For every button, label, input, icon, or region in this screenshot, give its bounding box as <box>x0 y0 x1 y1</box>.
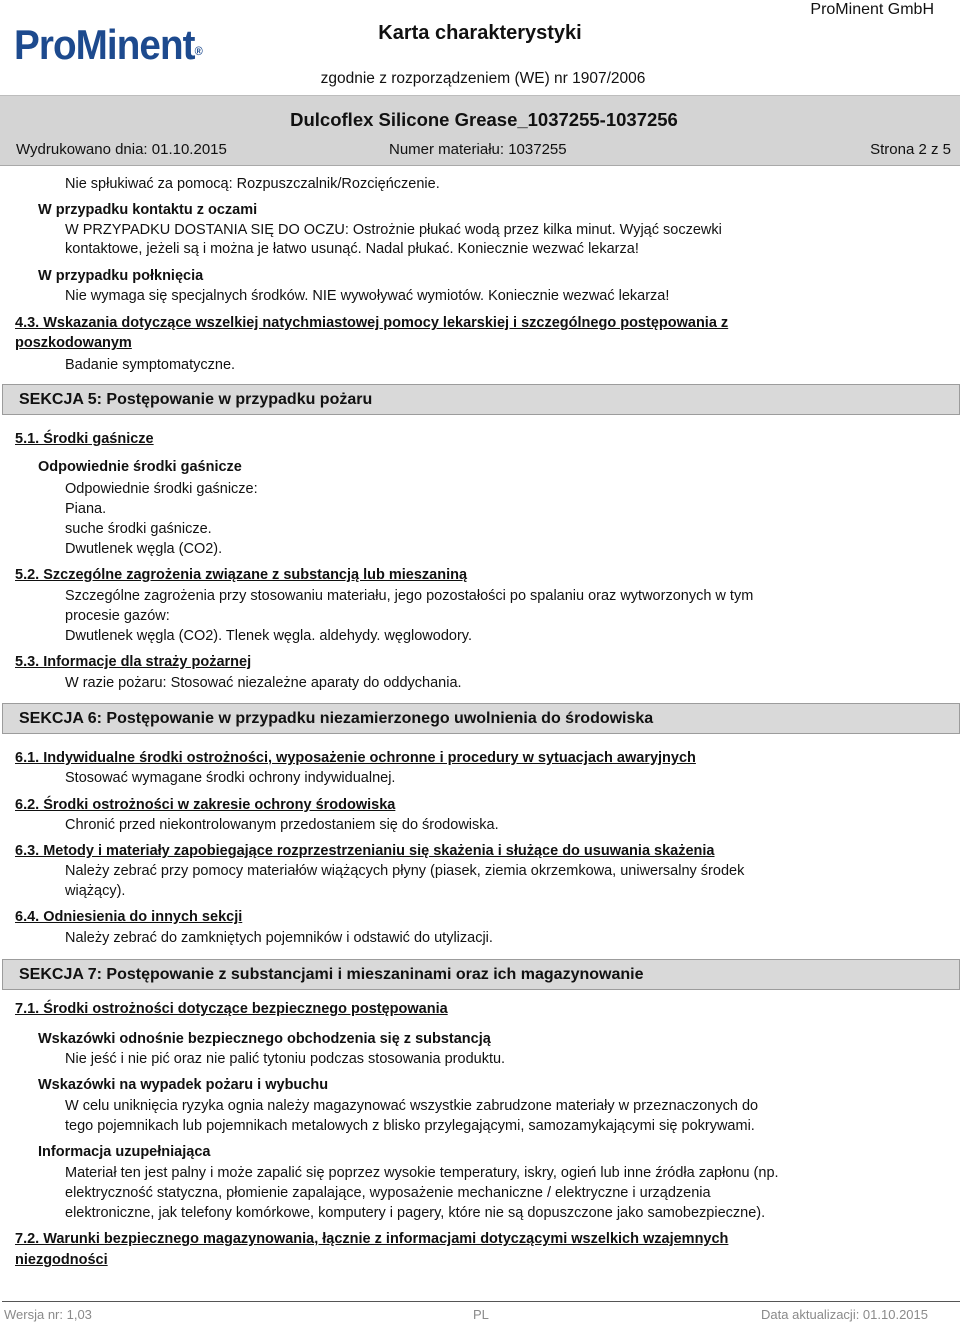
body-text: Nie spłukiwać za pomocą: Rozpuszczalnik/Rozcięńczenie. <box>65 176 440 192</box>
subsection-heading: 6.4. Odniesienia do innych sekcji <box>15 909 243 925</box>
body-text: kontaktowe, jeżeli są i można je łatwo usunąć. Nadal płukać. Koniecznie wezwać lekarza! <box>65 241 639 257</box>
subheading: Odpowiednie środki gaśnicze <box>38 459 242 475</box>
body-text: Dwutlenek węgla (CO2). Tlenek węgla. aldehydy. węglowodory. <box>65 628 473 644</box>
subheading: W przypadku połknięcia <box>38 268 204 284</box>
body-text: Nie wymaga się specjalnych środków. NIE wywoływać wymiotów. Koniecznie wezwać lekarza! <box>65 288 670 304</box>
body-text: elektryczność statyczna, płomienie zapalające, wyposażenie mechaniczne / elektryczne i urządzenia <box>65 1185 711 1201</box>
subsection-heading: 6.1. Indywidualne środki ostrożności, wyposażenie ochronne i procedury w sytuacjach awaryjnych <box>15 750 696 766</box>
subsection-heading: niezgodności <box>15 1252 108 1268</box>
subsection-heading: 7.2. Warunki bezpiecznego magazynowania, łącznie z informacjami dotyczącymi wszelkich wzajemnych <box>15 1231 729 1247</box>
subheading: Wskazówki na wypadek pożaru i wybuchu <box>38 1077 329 1093</box>
body-text: Piana. <box>65 501 107 517</box>
subsection-heading: 5.3. Informacje dla straży pożarnej <box>15 654 252 670</box>
body-text: Należy zebrać do zamkniętych pojemników i odstawić do utylizacji. <box>65 930 493 946</box>
material-number: Numer materiału: 1037255 <box>389 141 567 158</box>
document-title: Karta charakterystyki <box>378 22 582 44</box>
subheading: W przypadku kontaktu z oczami <box>38 202 258 218</box>
section-heading-5 <box>2 384 960 415</box>
body-text: tego pojemnikach lub pojemnikach metalowych z blisko przylegającymi, samozamykającymi się pokrywami. <box>65 1118 755 1134</box>
body-text: elektroniczne, jak telefony komórkowe, komputery i pagery, które nie są dopuszczone jako samobezpieczne). <box>65 1205 766 1221</box>
subheading: Informacja uzupełniająca <box>38 1144 211 1160</box>
page-number: Strona 2 z 5 <box>870 141 951 158</box>
body-text: wiążący). <box>65 883 126 899</box>
document-header <box>0 0 960 166</box>
body-text: Odpowiednie środki gaśnicze: <box>65 481 258 497</box>
body-text: procesie gazów: <box>65 608 170 624</box>
subsection-heading: 5.1. Środki gaśnicze <box>15 431 154 447</box>
subsection-heading: 6.3. Metody i materiały zapobiegające rozprzestrzenianiu się skażenia i służące do usuwania skażenia <box>15 843 715 859</box>
regulation-reference: zgodnie z rozporządzeniem (WE) nr 1907/2006 <box>320 70 646 87</box>
body-text: W PRZYPADKU DOSTANIA SIĘ DO OCZU: Ostrożnie płukać wodą przez kilka minut. Wyjąć soczewki <box>65 222 722 238</box>
body-text: Dwutlenek węgla (CO2). <box>65 541 223 557</box>
body-text: W celu uniknięcia ryzyka ognia należy magazynować wszystkie zabrudzone materiały w przeznaczonych do <box>65 1098 759 1114</box>
body-text: Chronić przed niekontrolowanym przedostaniem się do środowiska. <box>65 817 499 833</box>
section-heading-7 <box>2 959 960 990</box>
subsection-heading: poszkodowanym <box>15 335 132 351</box>
body-text: W razie pożaru: Stosować niezależne aparaty do oddychania. <box>65 675 462 691</box>
section-title: SEKCJA 7: Postępowanie z substancjami i mieszaninami oraz ich magazynowanie <box>19 966 644 983</box>
body-text: Badanie symptomatyczne. <box>65 357 236 373</box>
section-heading-6 <box>2 703 960 734</box>
product-name: Dulcoflex Silicone Grease_1037255-1037256 <box>290 109 678 130</box>
logo-text: ProMinent <box>14 21 195 68</box>
subsection-heading: 7.1. Środki ostrożności dotyczące bezpiecznego postępowania <box>15 1001 448 1017</box>
update-date: Data aktualizacji: 01.10.2015 <box>761 1307 928 1322</box>
body-text: suche środki gaśnicze. <box>65 521 212 537</box>
body-text: Szczególne zagrożenia przy stosowaniu materiału, jego pozostałości po spalaniu oraz wytworzonych w tym <box>65 588 754 604</box>
footer-divider <box>2 1301 960 1302</box>
section-title: SEKCJA 5: Postępowanie w przypadku pożaru <box>19 391 373 408</box>
body-text: Należy zebrać przy pomocy materiałów wiążących płyny (piasek, ziemia okrzemkowa, uniwersalny środek <box>65 863 745 879</box>
logo-registered-mark: ® <box>194 44 202 58</box>
subsection-heading: 4.3. Wskazania dotyczące wszelkiej natychmiastowej pomocy lekarskiej i szczególnego postępowania z <box>15 315 729 331</box>
company-name: ProMinent GmbH <box>810 1 934 18</box>
section-title: SEKCJA 6: Postępowanie w przypadku niezamierzonego uwolnienia do środowiska <box>19 710 654 727</box>
subsection-heading: 6.2. Środki ostrożności w zakresie ochrony środowiska <box>15 797 396 813</box>
print-date: Wydrukowano dnia: 01.10.2015 <box>16 141 227 158</box>
body-text: Stosować wymagane środki ochrony indywidualnej. <box>65 770 396 786</box>
language-code: PL <box>473 1307 489 1322</box>
body-text: Nie jeść i nie pić oraz nie palić tytoniu podczas stosowania produktu. <box>65 1051 506 1067</box>
body-text: Materiał ten jest palny i może zapalić się poprzez wysokie temperatury, iskry, ogień lub inne źródła zapłonu (np. <box>65 1165 779 1181</box>
version-number: Wersja nr: 1,03 <box>4 1307 92 1322</box>
subsection-heading: 5.2. Szczególne zagrożenia związane z substancją lub mieszaniną <box>15 567 468 583</box>
subheading: Wskazówki odnośnie bezpiecznego obchodzenia się z substancją <box>38 1031 491 1047</box>
